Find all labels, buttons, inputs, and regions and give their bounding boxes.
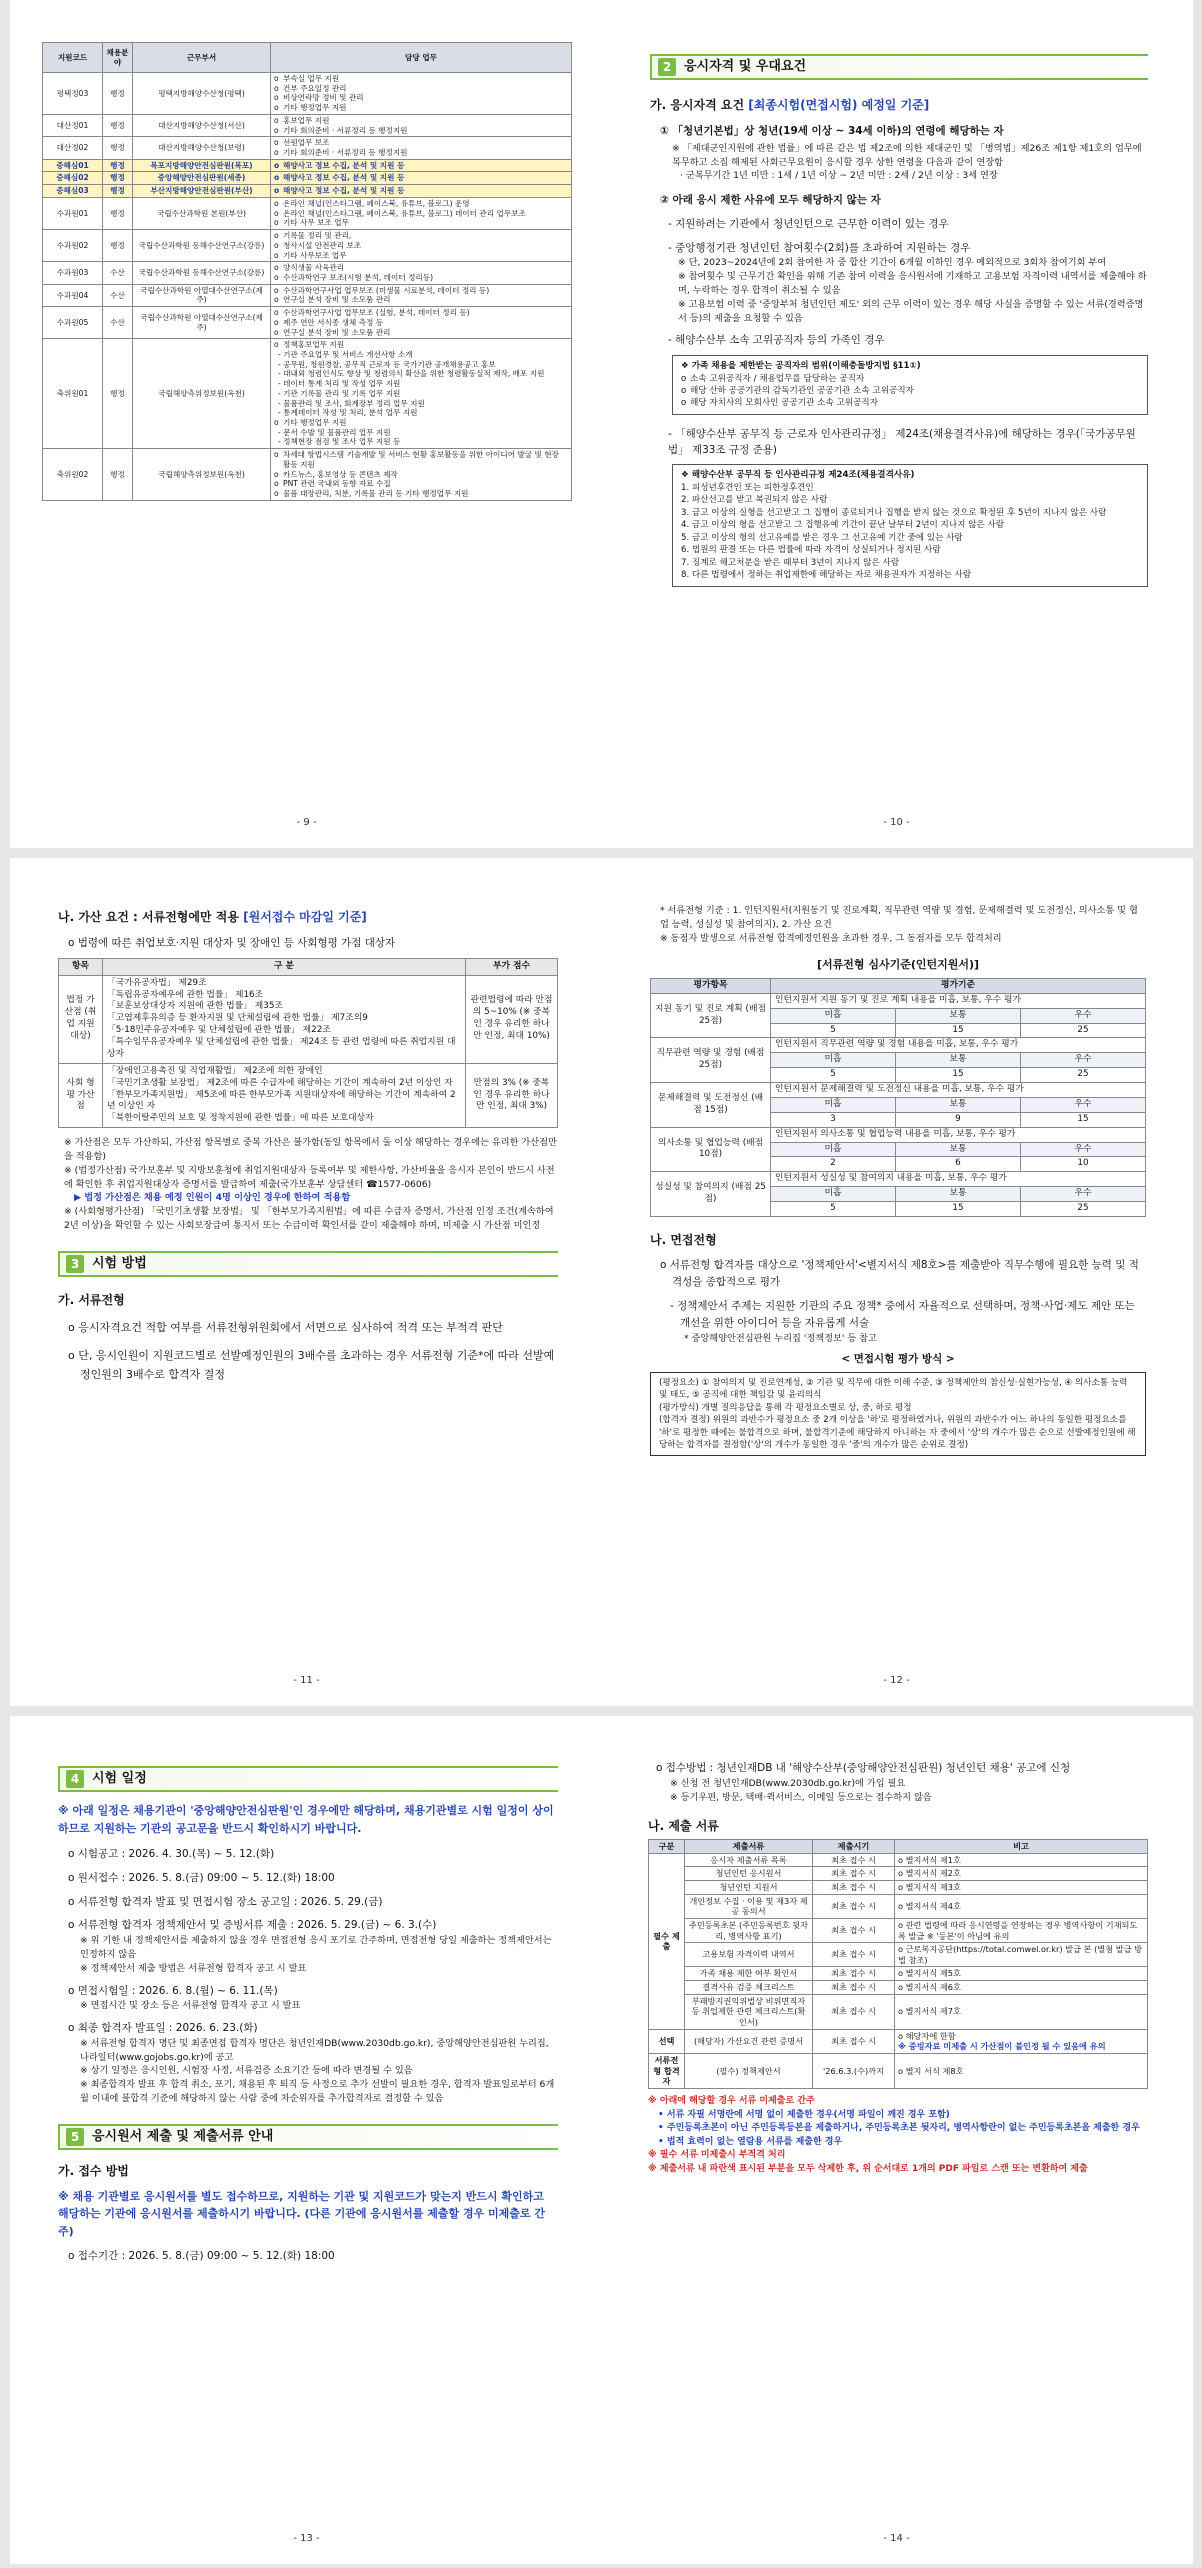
note: ※ (법정가산점) 국가보훈부 및 지방보훈청에 취업지원대상자 등록여부 및 제한사항, 가산비율을 응시자 본인이 반드시 사전에 확인한 후 취업지원대상자 증명서를 발급하여 제출(국가보훈부 상담센터 ☎1577-0606): [64, 1164, 555, 1190]
section-header: 5 응시원서 제출 및 제출서류 안내: [58, 2124, 558, 2150]
legal-bonus-score: 관련법령에 따라 만점의 5~10% (※ 중복인 경우 유리한 하나만 인정, 최대 10%): [466, 975, 558, 1063]
cond-2-d3: - 해양수산부 소속 고위공직자 등의 가족인 경우: [668, 334, 885, 347]
schedule-item: o 최종 합격자 발표일 : 2026. 6. 23.(화): [68, 2022, 258, 2035]
table-row: 서류전형 합격자 (필수) 정책제안서 '26.6.3.(수)까지 o 별지 서식 제8호: [649, 2054, 1148, 2089]
col-dept: 근무부서: [133, 43, 271, 73]
section-header: 3 시험 방법: [58, 1251, 558, 1277]
legal-bonus-label: 법정 가산점 (취업 지원 대상): [59, 975, 103, 1063]
d2-note: ※ 고용보험 이력 중 '중앙부처 청년인턴 제도' 외의 근무 이력이 있는 경우 해당 사실을 증명할 수 있는 서류(경력증명서 등)의 제출을 요청할 수 있음: [678, 298, 1144, 324]
page-10: [600, 0, 1193, 848]
table-row: 결격사유 검증 체크리스트 최초 접수 시 o 별지서식 제6호: [649, 1981, 1148, 1995]
table-row: 직무관련 역량 및 경험 (배점 25점) 인턴지원서 직무관련 역량 및 경험 내용을 미흡, 보통, 우수 평가: [651, 1038, 1146, 1053]
page-9: [10, 0, 603, 848]
table-row: 축위원01 행정 국립해양측위정보원(옥천) o 정책홍보업무 지원 - 기관 주요업무 및 서비스 개선사항 소개 - 공무원, 청원경찰, 공무직 근로자 등 국가기관 공개채용공고 홍보 - 대내외 청렴인식도 향상 및 청렴의식 확산을 위한 청렴활동실적 제작, 배포 지원 - 데이터 통계 처리 및 작성 업무 지원 - 기관 기록물 관리 및 기록 업무 지원 - 물품관리 및 조사, 회계장부 정리 업무 지원 - 통계데이터 작성 및 처리, 분석 업무 지원 o 기타 행정업무 지원 - 문서 수발 및 물품관리 업무 지원 - 정책현장 점검 및 조사 업무 지원 등: [43, 339, 572, 449]
table-row: 부패방지권익위법상 비위면직자등 취업제한 관련 체크리스트(확인서) 최초 접수 시 o 별지서식 제7호: [649, 1994, 1148, 2029]
bullet: o 응시자격요건 적합 여부를 서류전형위원회에서 서면으로 심사하여 적격 또는 부적격 판단: [68, 1320, 503, 1334]
heading-na: 나. 가산 요건 : 서류전형에만 적용 [원서접수 마감일 기준]: [58, 910, 367, 924]
note: ※ 위 기한 내 정책제안서를 제출하지 않을 경우 면접전형 응시 포기로 간주하며, 면접전형 당일 제출하는 정책제안서는 인정하지 않음: [80, 1935, 552, 1960]
page-14: [600, 1716, 1193, 2564]
schedule-item: o 면접시험일 : 2026. 6. 8.(월) ~ 6. 11.(목): [68, 1984, 278, 1997]
d2-note: ※ 단, 2023~2024년에 2회 참여한 자 중 합산 기간이 6개월 이하인 경우 예외적으로 3회차 참여기회 부여: [678, 257, 1107, 269]
cond-1: ① 「청년기본법」상 청년(19세 이상 ~ 34세 이하)의 연령에 해당하는 자: [660, 125, 1004, 137]
schedule-item: o 시험공고 : 2026. 4. 30.(목) ~ 5. 12.(화): [68, 1848, 275, 1861]
box-title: < 면접시험 평가 방식 >: [841, 1352, 955, 1365]
page-12: [600, 858, 1193, 1706]
table-row: 대산정01 행정 대산지방해양수산청(서산) o 홍보업무 지원 o 기타 회의준비 · 서류정리 등 행정지원: [43, 114, 572, 136]
table-title: [서류전형 심사기준(인턴지원서)]: [816, 958, 980, 972]
table-row: 선택 (해당자) 가산요건 관련 증명서 최초 접수 시 o 해당자에 한함 ※ 증빙자료 미제출 시 가산점이 불인정 될 수 있음에 유의: [649, 2029, 1148, 2053]
table-row: 평택정03 행정 평택지방해양수산청(평택) o 부속실 업무 지원 o 건부 주요일정 관리 o 비상연락망 정비 및 관리 o 기타 행정업무 지원: [43, 73, 572, 115]
table-row: 필수 제출 응시자 제출서류 목록 최초 접수 시 o 별지서식 제1호: [649, 1853, 1148, 1867]
note: * 서류전형 기준 : 1. 인턴지원서(지원동기 및 진로계획, 직무관련 역량 및 경험, 문제해결력 및 도전정신, 의사소통 및 협업 능력, 성실성 및 참여의지), 2. 가산 요건: [660, 905, 1138, 930]
bullet: o 단, 응시인원이 지원코드별로 선발예정인원의 3배수를 초과하는 경우 서류전형 기준*에 따라 선발예정인원의 3배수로 합격자 결정: [68, 1349, 555, 1382]
family-limit-box: ❖ 가족 채용을 제한받는 공직자의 범위(이해충돌방지법 §11①) o 소속 고위공직자 / 채용업무를 담당하는 공직자 o 해당 산하 공공기관의 감독기관인 공공기관 소속 고위공직자 o 해당 자치사의 모회사인 공공기관 소속 고위공직자: [672, 355, 1148, 415]
page-number: - 12 -: [883, 1675, 910, 1686]
table-row: 청년인턴 지원서 최초 접수 시 o 별지서식 제3호: [649, 1880, 1148, 1894]
page-number: - 10 -: [883, 817, 910, 828]
table-row: 중해심02 행정 중앙해양안전심판원(세종) o 해양사고 정보 수집, 분석 및 지원 등: [43, 172, 572, 185]
table-row: 축위원02 행정 국립해양측위정보원(옥천) o 차세대 항법시스템 기술개발 및 서비스 현황 홍보활동을 위한 아이디어 발굴 및 현장 활동 지원 o 카드뉴스, 홍보영상 등 콘텐츠 제작 o PNT 관련 국내외 동향 자료 수집 o 물품 대장관리, 처분, 기록물 관리 등 기타 행정업무 지원: [43, 449, 572, 501]
schedule-item: o 서류전형 합격자 발표 및 면접시험 장소 공고일 : 2026. 5. 29.(금): [68, 1895, 383, 1908]
table-row: 주민등록초본 (주민등록번호 뒷자리, 병역사항 표기) 최초 접수 시 o 관련 법령에 따라 응시연령을 연장하는 경우 병역사항이 기재되도록 발급 ※ '등본'이 아님에 유의: [649, 1918, 1148, 1942]
social-bonus-label: 사회 형평 가산점: [59, 1063, 103, 1127]
intro-bullet: o 법령에 따른 취업보호·지원 대상자 및 장애인 등 사회형평 가점 대상자: [68, 937, 396, 949]
col-code: 지원코드: [43, 43, 103, 73]
heading-na: 나. 면접전형: [650, 1232, 717, 1247]
schedule-item: o 서류전형 합격자 정책제안서 및 증빙서류 제출 : 2026. 5. 29.(금) ~ 6. 3.(수): [68, 1919, 437, 1932]
table-row: 의사소통 및 협업능력 (배점 10점) 인턴지원서 의사소통 및 협업능력 내용을 미흡, 보통, 우수 평가: [651, 1127, 1146, 1142]
cond-1-note: ※ 「제대군인지원에 관한 법률」에 따른 같은 법 제2조에 의한 제대군인 및 「병역법」제26조 제1항 제1호의 업무에 복무하고 소집 해제된 사회근무요원이 응시할 경우 상한 연령을 다음과 같이 연장함: [672, 142, 1142, 168]
table-row: 청년인턴 응시원서 최초 접수 시 o 별지서식 제2호: [649, 1867, 1148, 1881]
table-row: 성실성 및 참여의지 (배점 25점) 인턴지원서 성실성 및 참여의지 내용을 미흡, 보통, 우수 평가: [651, 1172, 1146, 1187]
schedule-item: o 접수기간 : 2026. 5. 8.(금) 09:00 ~ 5. 12.(화) 18:00: [68, 2249, 335, 2262]
heading-ga: 가. 응시자격 요건 [최종시험(면접시험) 예정일 기준]: [650, 98, 930, 112]
interview-eval-box: (평정요소) ① 참여의지 및 진로연계성, ② 기관 및 직무에 대한 이해 수준, ③ 정책제안의 참신성·실현가능성, ④ 의사소통 능력 및 태도, ⑤ 공직에 대한 책임감 및 윤리의식 (평가방식) 개별 질의응답을 통해 각 평정요소별로 상, 중, 하로 평정 (합격자 결정) 위원의 과반수가 평정요소 중 2개 이상을 '하'로 평정하였거나, 위원의 과반수가 어느 하나의 동일한 평정요소를 '하'로 평정한 때에는 불합격으로 하며, 불합격기준에 해당하지 아니하는 자 중에서 '상'의 개수가 많은 순으로 선발예정인원에 해당하는 합격자를 결정함('상'의 개수가 동일한 경우 '중'의 개수가 많은 순위로 결정): [650, 1372, 1146, 1457]
table-row: 문제해결력 및 도전정신 (배점 15점) 인턴지원서 문제해결력 및 도전정신 내용을 미흡, 보통, 우수 평가: [651, 1083, 1146, 1098]
heading-ga: 가. 서류전형: [58, 1292, 125, 1307]
cond-2-d2: - 중앙행정기관 청년인턴 참여횟수(2회)를 초과하여 지원하는 경우: [668, 241, 971, 254]
page-number: - 9 -: [296, 817, 317, 828]
disqualification-box: ❖ 해양수산부 공무직 등 인사관리규정 제24조(채용결격사유) 1. 피성년후견인 또는 피한정후견인 2. 파산선고를 받고 복권되지 않은 사람 3. 금고 이상의 실형을 선고받고 그 집행이 종료되거나 집행을 받지 않는 것으로 확정된 후 5년이 지나지 않은 사람 4. 금고 이상의 형을 선고받고 그 집행유예 기간이 끝난 날부터 2년이 지나지 않은 사람 5. 금고 이상의 형의 선고유예를 받은 경우 그 선고유예 기간 중에 있는 사람 6. 법원의 판결 또는 다른 법률에 따라 자격이 상실되거나 정지된 사람 7. 징계로 해고처분을 받은 때부터 3년이 지나지 않은 사람 8. 다른 법령에서 정하는 취업제한에 해당하는 자로 채용권자가 지정하는 사람: [672, 464, 1148, 586]
table-row: 수과원04 수산 국립수산과학원 아열대수산연구소(제주) o 수산과학연구사업 업무보조 (미생물 시료분석, 데이터 정리 등) o 연구실 분석 장비 및 소모품 관리: [43, 284, 572, 306]
page-13: [10, 1716, 603, 2564]
cond-1-sub: · 군복무기간 1년 미만 : 1세 / 1년 이상 ~ 2년 미만 : 2세 / 2년 이상 : 3세 연장: [680, 170, 998, 182]
social-bonus-items: 「장애인고용촉진 및 직업재활법」 제2조에 의한 장애인 「국민기초생활 보장법」 제2조에 따른 수급자에 해당하는 기간이 계속하여 2년 이상인 자 「한부모가족지원법」 제5조에 따른 한부모가족 지원대상자에 해당하는 기간이 계속하여 2년 이상인 자 「북한이탈주민의 보호 및 정착지원에 관한 법률」에 따른 보호대상자: [103, 1063, 466, 1127]
note: ※ 상기 일정은 응시인원, 시험장 사정, 서류검증 소요기간 등에 따라 변경될 수 있음: [80, 2065, 413, 2077]
table-row: 중해심03 행정 부산지방해양안전심판원(부산) o 해양사고 정보 수집, 분석 및 지원 등: [43, 185, 572, 198]
schedule-item: o 원서접수 : 2026. 5. 8.(금) 09:00 ~ 5. 12.(화) 18:00: [68, 1871, 335, 1884]
table-row: 수과원03 수산 국립수산과학원 동해수산연구소(강릉) o 양식생물 사육관리 o 수산과학연구 보조(시험 분석, 데이터 정리등): [43, 262, 572, 284]
screening-criteria-table: 평가항목 평가기준 지원 동기 및 진로 계획 (배점 25점) 인턴지원서 지원 동기 및 진로 계획 내용을 미흡, 보통, 우수 평가 미흡 보통 우수 5 15 25 직무관련 역량 및 경험 (배점 25점) 인턴지원서 직무관련 역량 및 경험 내용을 미흡, 보통, 우수 평가 미흡 보통 우수 5 15 25 문제해결력 및 도전정신 (배점 15점) 인턴지원서 문제해결력 및 도전정신 내용을 미흡, 보통, 우수 평가 미흡 보통 우수 3 9 15 의사소통 및 협업능력 (배점 10점) 인턴지원서 의사소통 및 협업능력 내용을 미흡, 보통, 우수 평가 미흡 보통 우수 2 6 10 성실성 및 참여의지 (배점 25점) 인턴지원서 성실성 및 참여의지 내용을 미흡, 보통, 우수 평가 미흡 보통 우수 5 15 25: [650, 978, 1146, 1217]
bullet-sub: - 정책제안서 주제는 지원한 기관의 주요 정책* 중에서 자율적으로 선택하며, 정책·사업·제도 제안 또는 개선을 위한 아이디어 등을 자유롭게 서술: [670, 1299, 1135, 1329]
table-row: 수과원02 행정 국립수산과학원 동해수산연구소(강릉) o 기록물 정리 및 관리, o 청사시설 안전관리 보조 o 기타 사무보조 업무: [43, 230, 572, 262]
social-bonus-score: 만점의 3% (※ 중복인 경우 유리한 하나만 인정, 최대 3%): [466, 1063, 558, 1127]
note: ※ 가산점은 모두 가산하되, 가산점 항목별로 중복 가산은 불가함(동일 항목에서 둘 이상 해당하는 경우에는 유리한 가산점만을 적용함): [64, 1137, 557, 1162]
note: ※ (사회형평가산점) 「국민기초생활 보장법」 및 「한부모가족지원법」에 따른 수급자 증명서, 가산점 인정 조건(계속하여 2년 이상)을 확인할 수 있는 사회보장급여 통지서 또는 수급이력 확인서를 같이 제출해야 하며, 미제출 시 가산점 미인정: [64, 1206, 554, 1231]
table-row: 수과원05 수산 국립수산과학원 아열대수산연구소(제주) o 수산과학연구사업 업무보조 (실험, 분석, 데이터 정리 등) o 제주 연안 서식종 생체 측정 등 o 연구실 분석 장비 및 소모품 관리: [43, 307, 572, 339]
note: * 중앙해양안전심판원 누리집 '정책정보' 등 참고: [684, 1333, 877, 1345]
notice: ※ 아래 일정은 채용기관이 '중앙해양안전심판원'인 경우에만 해당하며, 채용기관별로 시험 일정이 상이하므로 지원하는 기관의 공고문을 반드시 확인하시기 바랍니다.: [58, 1804, 554, 1835]
note: ※ 최종합격자 발표 후 합격 취소, 포기, 채용된 후 퇴직 등 사정으로 추가 선발이 필요한 경우, 합격자 발표일로부터 6개월 이내에 불합격 기준에 해당하지 않는 사람 중에 차순위자를 추가합격자로 결정할 수 있음: [80, 2079, 555, 2105]
page-number: - 13 -: [293, 2533, 320, 2544]
page-11: [10, 858, 603, 1706]
d2-note: ※ 참여횟수 및 근무기간 확인을 위해 기존 참여 이력을 응시원서에 기재하고 고용보험 자격이력 내역서를 제출해야 하며, 누락하는 경우 합격이 취소될 수 있음: [678, 271, 1147, 296]
note: ※ 등기우편, 방문, 택배·퀵서비스, 이메일 등으로는 접수하지 않음: [670, 1792, 932, 1804]
section-header: 2 응시자격 및 우대요건: [650, 54, 1148, 80]
page-number: - 11 -: [293, 1675, 320, 1686]
submission-notes: ※ 아래에 해당할 경우 서류 미제출로 간주 • 서류 자필 서명란에 서명 없이 제출한 경우(서명 파일이 깨진 경우 포함) • 주민등록초본이 아닌 주민등록등본을 제출하거나, 주민등록초본 뒷자리, 병역사항란이 없는 주민등록초본을 제출한 경우 • 법적 효력이 없는 열람용 서류를 제출한 경우 ※ 필수 서류 미제출시 부적격 처리 ※ 제출서류 내 파란색 표시된 부분을 모두 삭제한 후, 위 순서대로 1개의 PDF 파일로 스캔 또는 변환하여 제출: [648, 2096, 1140, 2174]
bonus-table: 항목 구 분 부가 점수 법정 가산점 (취업 지원 대상) 「국가유공자법」 제29조 「독립유공자예우에 관한 법률」 제16조 「보훈보상대상자 지원에 관한 법률」 제35조 「고엽제후유의증 등 환자지원 및 단체설립에 관한 법률」 제7조의9 「5·18민주유공자예우 및 단체설립에 관한 법률」 제22조 「특수임무유공자예우 및 단체설립에 관한 법률」 제24조 등 관련 법령에 따른 취업지원 대상자 관련법령에 따라 만점의 5~10% (※ 중복인 경우 유리한 하나만 인정, 최대 10%) 사회 형평 가산점 「장애인고용촉진 및 직업재활법」 제2조에 의한 장애인 「국민기초생활 보장법」 제2조에 따른 수급자에 해당하는 기간이 계속하여 2년 이상인 자 「한부모가족지원법」 제5조에 따른 한부모가족 지원대상자에 해당하는 기간이 계속하여 2년 이상인 자 「북한이탈주민의 보호 및 정착지원에 관한 법률」에 따른 보호대상자 만점의 3% (※ 중복인 경우 유리한 하나만 인정, 최대 3%): [58, 958, 558, 1128]
page-number: - 14 -: [883, 2533, 910, 2544]
col-field: 채용분야: [103, 43, 133, 73]
table-row: 고용보험 자격이력 내역서 최초 접수 시 o 근로복지공단(https://total.comwel.or.kr) 발급 본 (별첨 발급 방법 참조): [649, 1943, 1148, 1967]
heading-na: 나. 제출 서류: [648, 1818, 719, 1833]
heading-ga: 가. 접수 방법: [58, 2163, 129, 2178]
notice: ※ 채용 기관별로 응시원서를 별도 접수하므로, 지원하는 기관 및 지원코드가 맞는지 반드시 확인하고 해당하는 기관에 응시원서를 제출하시기 바랍니다. (다른 기관에 응시원서를 제출할 경우 미제출로 간주): [58, 2189, 545, 2239]
note: ※ 정책제안서 제출 방법은 서류전형 합격자 공고 시 발표: [80, 1962, 307, 1974]
bullet: o 서류전형 합격자를 대상으로 '정책제안서'<별지서식 제8호>를 제출받아 직무수행에 필요한 능력 및 적격성을 종합적으로 평가: [660, 1258, 1139, 1289]
note: ※ 면접시간 및 장소 등은 서류전형 합격자 공고 시 발표: [80, 2000, 301, 2012]
table-row: 지원 동기 및 진로 계획 (배점 25점) 인턴지원서 지원 동기 및 진로 계획 내용을 미흡, 보통, 우수 평가: [651, 993, 1146, 1008]
table-row: 가족 채용 제한 여부 확인서 최초 접수 시 o 별지서식 제5호: [649, 1967, 1148, 1981]
table-row: 중해심01 행정 목포지방해양안전심판원(목포) o 해양사고 정보 수집, 분석 및 지원 등: [43, 159, 572, 172]
table-row: 수과원01 행정 국립수산과학원 본원(부산) o 온라인 채널(인스타그램, 페이스북, 유튜브, 블로그) 운영 o 온라인 채널(인스타그램, 페이스북, 유튜브, 블로그) 데이터 관리 업무보조 o 기타 사무 보조 업무: [43, 197, 572, 229]
cond-2-d1: - 지원하려는 기관에서 청년인턴으로 근무한 이력이 있는 경우: [668, 217, 949, 230]
col-duty: 담당 업무: [271, 43, 572, 73]
bullet: o 접수방법 : 청년인재DB 내 '해양수산부(중앙해양안전심판원) 청년인턴 채용' 공고에 신청: [656, 1762, 1071, 1774]
dept-duty-table: [42, 42, 572, 501]
cond-2-d4: - 「해양수산부 공무직 등 근로자 인사관리규정」 제24조(채용결격사유)에 해당하는 경우(「국가공무원법」 제33조 규정 준용): [668, 427, 1136, 456]
note-highlight: ▶ 법정 가산점은 채용 예정 인원이 4명 이상인 경우에 한하여 적용함: [74, 1192, 351, 1204]
table-row: 대산정02 행정 대산지방해양수산청(보령) o 선원업무 보조 o 기타 회의준비 · 서류정리 등 행정지원: [43, 137, 572, 159]
cond-2: ② 아래 응시 제한 사유에 모두 해당하지 않는 자: [660, 194, 881, 207]
table-row: 개인정보 수집 · 이용 및 제3자 제공 동의서 최초 접수 시 o 별지서식 제4호: [649, 1894, 1148, 1918]
section-header: 4 시험 일정: [58, 1766, 558, 1792]
note: ※ 신청 전 청년인재DB(www.2030db.go.kr)에 가입 필요: [670, 1778, 906, 1790]
legal-bonus-items: 「국가유공자법」 제29조 「독립유공자예우에 관한 법률」 제16조 「보훈보상대상자 지원에 관한 법률」 제35조 「고엽제후유의증 등 환자지원 및 단체설립에 관한 법률」 제7조의9 「5·18민주유공자예우 및 단체설립에 관한 법률」 제22조 「특수임무유공자예우 및 단체설립에 관한 법률」 제24조 등 관련 법령에 따른 취업지원 대상자: [103, 975, 466, 1063]
note: ※ 서류전형 합격자 명단 및 최종면접 합격자 명단은 청년인재DB(www.2030db.go.kr), 중앙해양안전심판원 누리집, 나라일터(www.gojobs.go.kr)에 공고: [80, 2037, 549, 2063]
submission-docs-table: 구분 제출서류 제출시기 비고 필수 제출 응시자 제출서류 목록 최초 접수 시 o 별지서식 제1호 청년인턴 응시원서 최초 접수 시 o 별지서식 제2호 청년인턴 지원서 최초 접수 시 o 별지서식 제3호 개인정보 수집 · 이용 및 제3자 제공 동의서 최초 접수 시 o 별지서식 제4호 주민등록초본 (주민등록번호 뒷자리, 병역사항 표기) 최초 접수 시 o 관련 법령에 따라 응시연령을 연장하는 경우 병역사항이 기재되도록 발급 ※ '등본'이 아님에 유의 고용보험 자격이력 내역서 최초 접수 시 o 근로복지공단(https://total.comwel.or.kr) 발급 본 (별첨 발급 방법 참조) 가족 채용 제한 여부 확인서 최초 접수 시 o 별지서식 제5호 결격사유 검증 체크리스트 최초 접수 시 o 별지서식 제6호 부패방지권익위법상 비위면직자등 취업제한 관련 체크리스트(확인서) 최초 접수 시 o 별지서식 제7호 선택 (해당자) 가산요건 관련 증명서 최초 접수 시 o 해당자에 한함 ※ 증빙자료 미제출 시 가산점이 불인정 될 수 있음에 유의 서류전형 합격자 (필수) 정책제안서 '26.6.3.(수)까지 o 별지 서식 제8호: [648, 1839, 1148, 2089]
note: ※ 동점자 발생으로 서류전형 합격예정인원을 초과한 경우, 그 동점자를 모두 합격처리: [660, 932, 1002, 944]
